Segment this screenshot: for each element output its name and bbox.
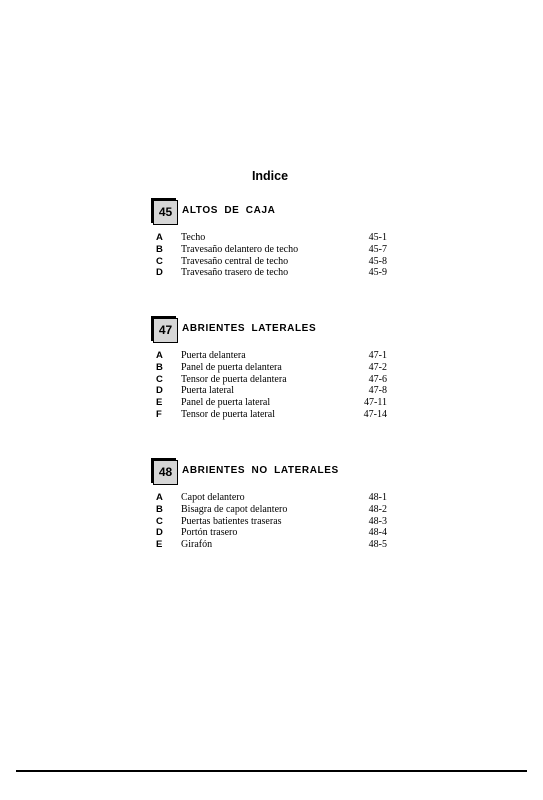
item-letter: D xyxy=(156,385,163,397)
section-number-box: 48 xyxy=(153,460,178,485)
item-letter: D xyxy=(156,267,163,279)
item-letter: E xyxy=(156,539,163,551)
item-page[interactable]: 45-9 xyxy=(368,267,387,279)
item-label[interactable]: Travesaño trasero de techo xyxy=(181,267,289,279)
index-row[interactable] xyxy=(153,362,387,374)
item-letter: A xyxy=(156,350,163,361)
section-item-list xyxy=(153,492,387,551)
section-48 xyxy=(153,460,387,551)
section-45 xyxy=(153,200,387,279)
index-row[interactable] xyxy=(153,527,387,539)
item-letter: B xyxy=(156,243,163,255)
section-47 xyxy=(153,318,387,421)
section-number-box: 45 xyxy=(153,200,178,225)
item-letter: C xyxy=(156,373,163,385)
section-header xyxy=(153,460,387,486)
item-page[interactable]: 47-1 xyxy=(368,350,387,361)
index-row[interactable] xyxy=(153,516,387,528)
footer-rule xyxy=(16,770,527,772)
item-page[interactable]: 47-2 xyxy=(368,361,387,373)
index-row[interactable] xyxy=(153,244,387,256)
section-title[interactable]: ABRIENTES LATERALES xyxy=(182,323,317,334)
item-page[interactable]: 48-1 xyxy=(368,492,387,503)
item-label[interactable]: Capot delantero xyxy=(181,492,245,503)
section-number-box: 47 xyxy=(153,318,178,343)
section-header xyxy=(153,200,387,226)
item-label[interactable]: Travesaño central de techo xyxy=(181,255,289,267)
item-page[interactable]: 48-4 xyxy=(368,527,387,539)
item-letter: E xyxy=(156,397,163,409)
index-row[interactable] xyxy=(153,385,387,397)
index-row[interactable] xyxy=(153,409,387,421)
item-page[interactable]: 45-7 xyxy=(368,243,387,255)
index-row[interactable] xyxy=(153,267,387,279)
section-title[interactable]: ABRIENTES NO LATERALES xyxy=(182,465,339,476)
item-label[interactable]: Puerta delantera xyxy=(181,350,246,361)
item-label[interactable]: Techo xyxy=(181,232,206,243)
item-label[interactable]: Tensor de puerta lateral xyxy=(181,408,275,420)
item-letter: B xyxy=(156,503,163,515)
index-row[interactable] xyxy=(153,350,387,362)
index-row[interactable] xyxy=(153,539,387,551)
item-page[interactable]: 45-8 xyxy=(368,255,387,267)
item-page[interactable]: 47-6 xyxy=(368,373,387,385)
item-letter: F xyxy=(156,408,162,420)
index-row[interactable] xyxy=(153,492,387,504)
item-page[interactable]: 48-3 xyxy=(368,515,387,527)
item-label[interactable]: Puerta lateral xyxy=(181,385,235,397)
item-page[interactable]: 45-1 xyxy=(368,232,387,243)
section-header xyxy=(153,318,387,344)
item-letter: A xyxy=(156,492,163,503)
item-letter: B xyxy=(156,361,163,373)
item-page[interactable]: 47-8 xyxy=(368,385,387,397)
item-label[interactable]: Tensor de puerta delantera xyxy=(181,373,287,385)
section-item-list xyxy=(153,232,387,279)
index-row[interactable] xyxy=(153,397,387,409)
index-row[interactable] xyxy=(153,374,387,386)
item-label[interactable]: Travesaño delantero de techo xyxy=(181,243,299,255)
item-letter: A xyxy=(156,232,163,243)
item-label[interactable]: Puertas batientes traseras xyxy=(181,515,282,527)
index-row[interactable] xyxy=(153,232,387,244)
index-row[interactable] xyxy=(153,256,387,268)
index-row[interactable] xyxy=(153,504,387,516)
item-letter: D xyxy=(156,527,163,539)
section-item-list xyxy=(153,350,387,421)
item-label[interactable]: Portón trasero xyxy=(181,527,238,539)
section-title[interactable]: ALTOS DE CAJA xyxy=(182,205,276,216)
item-page[interactable]: 48-2 xyxy=(368,503,387,515)
item-letter: C xyxy=(156,255,163,267)
item-label[interactable]: Girafón xyxy=(181,539,213,551)
item-letter: C xyxy=(156,515,163,527)
item-page[interactable]: 47-11 xyxy=(364,397,387,409)
item-label[interactable]: Panel de puerta lateral xyxy=(181,397,271,409)
item-label[interactable]: Panel de puerta delantera xyxy=(181,361,282,373)
item-page[interactable]: 48-5 xyxy=(368,539,387,551)
item-label[interactable]: Bisagra de capot delantero xyxy=(181,503,288,515)
page-title: Indice xyxy=(251,169,289,183)
item-page[interactable]: 47-14 xyxy=(363,408,387,420)
